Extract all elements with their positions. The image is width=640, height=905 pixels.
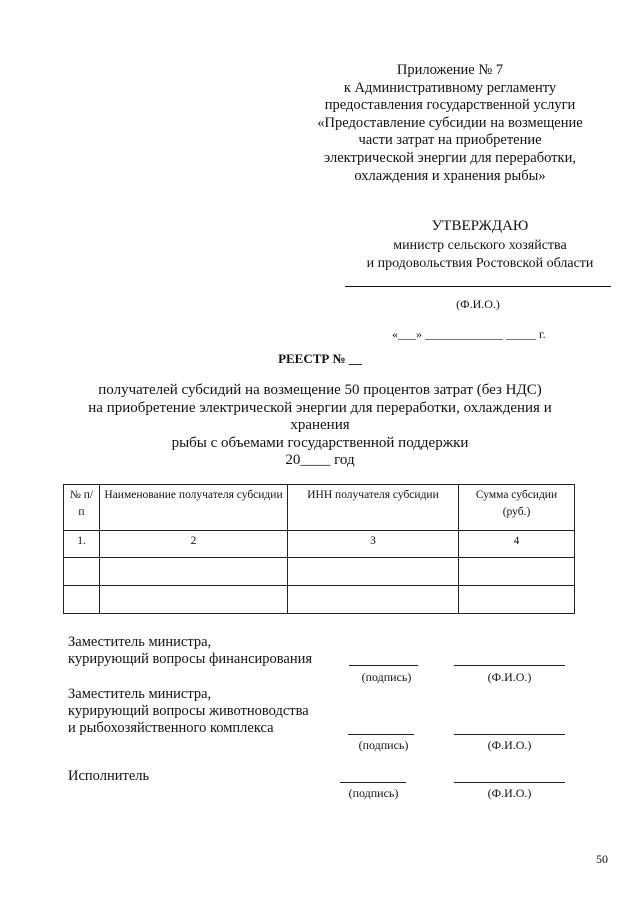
signature-label-line: Заместитель министра,: [68, 686, 212, 702]
approval-date-line: «___» _____________ _____ г.: [392, 327, 546, 341]
table-cell: [288, 586, 459, 614]
appendix-header: [300, 62, 600, 185]
table-cell: [100, 586, 288, 614]
signature-caption: (подпись): [358, 738, 409, 752]
header-cell-number: № п/п: [64, 485, 100, 531]
subtitle-line: на приобретение электрической энергии для переработки, охлаждения и хранения: [88, 399, 552, 433]
approval-title: УТВЕРЖДАЮ: [431, 218, 529, 234]
header-cell-amount: Сумма субсидии (руб.): [459, 485, 575, 531]
signature-label-line: курирующий вопросы финансирования: [68, 651, 313, 667]
table-row: [64, 558, 575, 586]
signature-caption: (подпись): [348, 786, 399, 800]
fio-caption: (Ф.И.О.): [487, 670, 532, 684]
signature-line: [349, 665, 418, 666]
table-cell: 3: [288, 531, 459, 558]
page-number: 50: [596, 852, 608, 866]
fio-line: [454, 665, 565, 666]
signature-label-finance: [68, 634, 312, 668]
appendix-line: Приложение № 7: [396, 62, 504, 78]
appendix-line: предоставления государственной услуги: [324, 97, 576, 114]
appendix-line: «Предоставление субсидии на возмещение: [317, 114, 583, 131]
header-cell-recipient: Наименование получателя субсидии: [100, 485, 288, 531]
signature-label-line: и рыбохозяйственного комплекса: [68, 720, 274, 736]
fio-caption: (Ф.И.О.): [487, 738, 532, 752]
table-cell: [459, 586, 575, 614]
table-row: [64, 531, 575, 558]
subtitle-line-year: 20____ год: [285, 452, 355, 468]
approval-signature-line: [345, 286, 611, 287]
table-cell: [459, 558, 575, 586]
signature-label-line: курирующий вопросы животноводства: [68, 703, 309, 719]
appendix-line: части затрат на приобретение: [358, 132, 542, 149]
approval-ministry-line: и продовольствия Ростовской области: [366, 256, 594, 271]
fio-line: [454, 734, 565, 735]
appendix-line: электрической энергии для переработки,: [324, 149, 576, 166]
table-cell: 2: [100, 531, 288, 558]
table-header-row: [64, 485, 575, 531]
table-cell: 4: [459, 531, 575, 558]
table-cell: 1.: [64, 531, 100, 558]
signature-caption: (подпись): [361, 670, 412, 684]
register-table: [63, 484, 575, 614]
signature-label-line: Заместитель министра,: [68, 634, 212, 650]
signature-line: [348, 734, 414, 735]
appendix-line: охлаждения и хранения рыбы»: [354, 167, 546, 184]
table-cell: [64, 558, 100, 586]
table-row: [64, 586, 575, 614]
signature-label-livestock: [68, 686, 309, 737]
fio-caption: (Ф.И.О.): [487, 786, 532, 800]
header-cell-inn: ИНН получателя субсидии: [288, 485, 459, 531]
signature-label-executor: [68, 768, 149, 785]
register-subtitle: [60, 382, 580, 470]
register-title: РЕЕСТР № __: [278, 351, 362, 366]
table-cell: [100, 558, 288, 586]
approval-minister-line: министр сельского хозяйства: [393, 238, 567, 253]
signature-line: [340, 782, 406, 783]
table-cell: [288, 558, 459, 586]
approval-fio-caption: (Ф.И.О.): [456, 297, 500, 311]
table-cell: [64, 586, 100, 614]
subtitle-line: получателей субсидий на возмещение 50 процентов затрат (без НДС): [98, 382, 542, 398]
signature-label-line: Исполнитель: [68, 768, 150, 784]
appendix-line: к Административному регламенту: [343, 79, 557, 96]
subtitle-line: рыбы с объемами государственной поддержки: [171, 434, 469, 451]
fio-line: [454, 782, 565, 783]
